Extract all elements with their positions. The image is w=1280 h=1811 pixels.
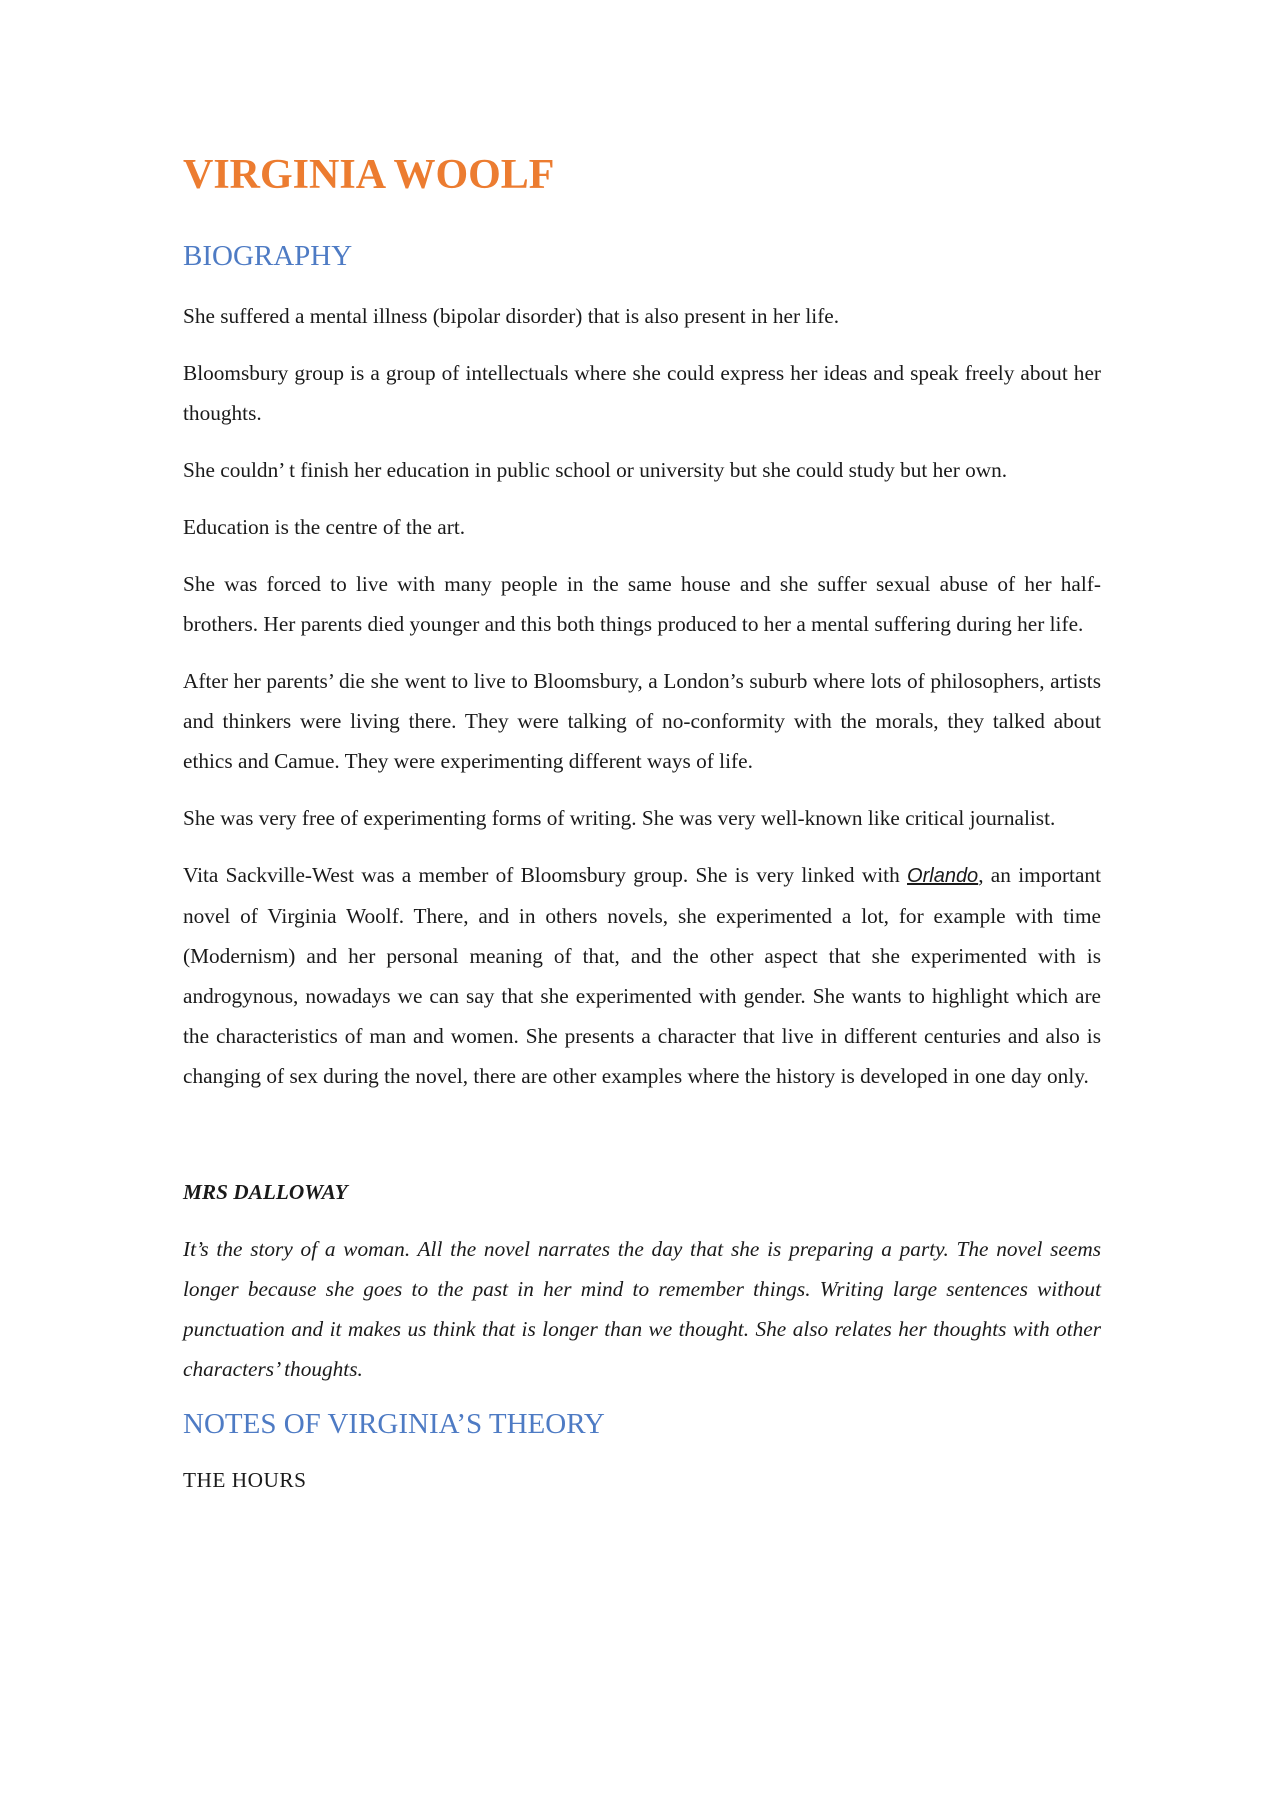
paragraph-bloomsbury-group: Bloomsbury group is a group of intellectuals where she could express her ideas and speak freely about her thoughts. — [183, 361, 1101, 425]
document-title: VIRGINIA WOOLF — [183, 152, 555, 198]
paragraph-mental-illness: She suffered a mental illness (bipolar disorder) that is also present in her life. — [183, 304, 840, 328]
paragraph-centre-of-art: Education is the centre of the art. — [183, 515, 466, 539]
document-page — [183, 150, 1101, 1500]
paragraph-education: She couldn’ t finish her education in public school or university but she could study but her own. — [183, 458, 1008, 482]
mrs-dalloway-paragraph: It’s the story of a woman. All the novel narrates the day that she is preparing a party. The novel seems longer because she goes to the past in her mind to remember things. Writing large sentences without punctuation and it makes us think that is longer than we thought. She also relates her thoughts with other characters’ thoughts. — [183, 1237, 1101, 1381]
notes-heading: NOTES OF VIRGINIA’S THEORY — [183, 1408, 605, 1440]
paragraph-writing-forms: She was very free of experimenting forms of writing. She was very well-known like critical journalist. — [183, 806, 1056, 830]
mrs-dalloway-heading: MRS DALLOWAY — [183, 1180, 348, 1204]
the-hours-label: THE HOURS — [183, 1468, 307, 1492]
paragraph-vita-sackville-west — [183, 855, 1101, 1096]
vita-text-after: , an important novel of Virginia Woolf. There, and in others novels, she experimented a lot, for example with time (Modernism) and her personal meaning of that, and the other aspect that she experimented with is androgynous, nowadays we can say that she experimented with gender. She wants to highlight which are the characteristics of man and women. She presents a character that live in different centuries and also is changing of sex during the novel, there are other examples where the history is developed in one day only. — [183, 863, 1101, 1088]
paragraph-move-bloomsbury: After her parents’ die she went to live to Bloomsbury, a London’s suburb where lots of philosophers, artists and thinkers were living there. They were talking of no-conformity with the morals, they talked about ethics and Camue. They were experimenting different ways of life. — [183, 669, 1101, 773]
orlando-link[interactable]: Orlando — [907, 865, 979, 887]
biography-heading: BIOGRAPHY — [183, 240, 353, 272]
vita-text-before: Vita Sackville-West was a member of Bloomsbury group. She is very linked with — [183, 863, 908, 887]
paragraph-family: She was forced to live with many people in the same house and she suffer sexual abuse of her half-brothers. Her parents died younger and this both things produced to her a mental suffering during her life. — [183, 572, 1101, 636]
